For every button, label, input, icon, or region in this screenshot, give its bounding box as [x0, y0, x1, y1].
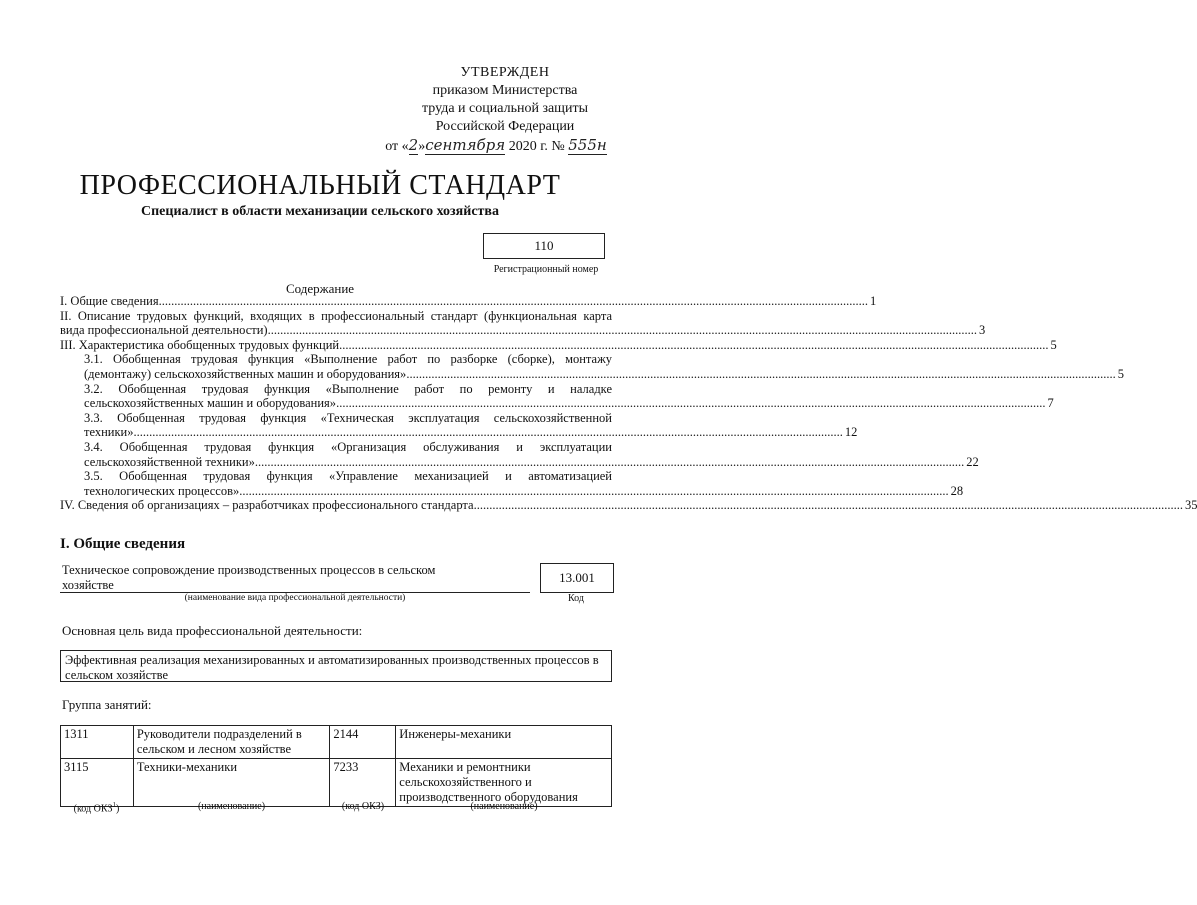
date-year: 2020 г. №: [505, 139, 569, 154]
approval-date-line: [372, 136, 620, 156]
occupation-name: Инженеры-механики: [396, 726, 612, 759]
approval-line-ministry: труда и социальной защиты: [422, 101, 588, 116]
toc-item[interactable]: 3.3. Обобщенная трудовая функция «Техническая эксплуатация сельскохозяйственной техники» ..... 12: [60, 411, 612, 440]
activity-code-caption: Код: [568, 593, 584, 604]
table-of-contents: [60, 294, 1197, 513]
approval-line-federation: Российской Федерации: [435, 119, 575, 134]
occupation-group-table: [60, 725, 612, 807]
okz-code: 1311: [61, 726, 134, 759]
date-mid: »: [418, 139, 426, 154]
section-heading: I. Общие сведения: [60, 536, 186, 552]
occupation-name: Техники-механики: [133, 759, 330, 807]
goal-box: Эффективная реализация механизированных и автоматизированных производственных процессов в сельском хозяйстве: [60, 650, 612, 682]
okz-code: 2144: [330, 726, 396, 759]
okz-code: 3115: [61, 759, 134, 807]
activity-code-box: 13.001: [540, 563, 614, 593]
occupation-group-label: Группа занятий:: [62, 697, 152, 712]
registration-number-label: Регистрационный номер: [493, 264, 599, 275]
activity-kind: Техническое сопровождение производственных процессов в сельском хозяйстве: [62, 563, 436, 592]
approval-block: [385, 64, 620, 156]
occupation-name: Механики и ремонтники сельскохозяйственного и производственного оборудования: [396, 759, 612, 807]
toc-item[interactable]: 3.2. Обобщенная трудовая функция «Выполнение работ по ремонту и наладке сельскохозяйственных машин и оборудования» ..... 7: [60, 382, 612, 411]
date-prefix: от «: [385, 139, 409, 154]
toc-item[interactable]: III. Характеристика обобщенных трудовых функций ..... 5: [60, 338, 612, 353]
document-title: ПРОФЕССИОНАЛЬНЫЙ СТАНДАРТ: [79, 170, 561, 201]
toc-heading: Содержание: [285, 281, 355, 296]
registration-number-box: 110: [483, 233, 605, 259]
table-row: [61, 759, 612, 807]
handwritten-month: сентября: [425, 136, 506, 154]
name-caption: (наименование): [197, 801, 266, 812]
okz-code: 7233: [330, 759, 396, 807]
okz-code-caption: (код ОКЗ$^1$): [73, 801, 120, 815]
toc-item[interactable]: 3.4. Обобщенная трудовая функция «Организация обслуживания и эксплуатации сельскохозяйственной техники» ..... 22: [60, 440, 612, 469]
table-row: [61, 726, 612, 759]
toc-item[interactable]: IV. Сведения об организациях – разработчиках профессионального стандарта ..... 35: [60, 498, 612, 513]
toc-item[interactable]: II. Описание трудовых функций, входящих в профессиональный стандарт (функциональная карта вида профессиональной деятельности) ..... 3: [60, 309, 612, 338]
approval-line-order: приказом Министерства: [432, 83, 578, 98]
activity-kind-caption: (наименование вида профессиональной деятельности): [184, 593, 406, 603]
handwritten-number: 555н: [568, 136, 607, 154]
toc-item[interactable]: I. Общие сведения ..... 1: [60, 294, 612, 309]
okz-code-caption: (код ОКЗ): [341, 801, 385, 812]
document-subtitle: Специалист в области механизации сельского хозяйства: [141, 204, 499, 219]
name-caption: (наименование): [470, 801, 538, 812]
goal-label: Основная цель вида профессиональной деятельности:: [62, 623, 363, 638]
toc-item[interactable]: 3.5. Обобщенная трудовая функция «Управление механизацией и автоматизацией технологических процессов» ..... 28: [60, 469, 612, 498]
toc-item[interactable]: 3.1. Обобщенная трудовая функция «Выполнение работ по разборке (сборке), монтажу (демонтажу) сельскохозяйственных машин и оборудования» ..... 5: [60, 352, 612, 381]
handwritten-day: 2: [408, 136, 419, 154]
occupation-name: Руководители подразделений в сельском и лесном хозяйстве: [133, 726, 330, 759]
approval-title: УТВЕРЖДЕН: [460, 65, 550, 80]
